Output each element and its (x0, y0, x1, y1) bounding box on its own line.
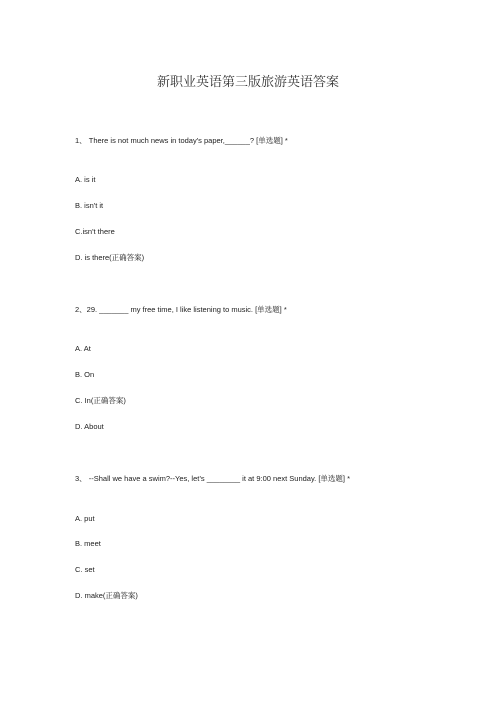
question-3-stem: 3、 --Shall we have a swim?--Yes, let’s ________ it at 9:00 next Sunday. [单选题] * (75, 474, 351, 483)
question-1-stem: 1、 There is not much news in today's paper,______? [单选题] * (75, 136, 288, 145)
question-1-option-d: D. is there(正确答案) (75, 253, 145, 262)
question-1-option-a: A. is it (75, 175, 96, 184)
question-3-option-d: D. make(正确答案) (75, 591, 138, 600)
question-2-option-c: C. In(正确答案) (75, 396, 126, 405)
question-2-option-d: D. About (75, 422, 104, 431)
question-2-stem: 2、29. _______ my free time, I like listening to music. [单选题] * (75, 305, 287, 314)
question-1-option-c: C.isn't there (75, 227, 115, 236)
question-3-option-c: C. set (75, 565, 95, 574)
question-2-option-a: A. At (75, 344, 91, 353)
question-3-option-a: A. put (75, 514, 95, 523)
question-3-option-b: B. meet (75, 539, 101, 548)
question-1-option-b: B. isn't it (75, 201, 104, 210)
document-title: 新职业英语第三版旅游英语答案 (156, 75, 339, 90)
question-2-option-b: B. On (75, 370, 95, 379)
